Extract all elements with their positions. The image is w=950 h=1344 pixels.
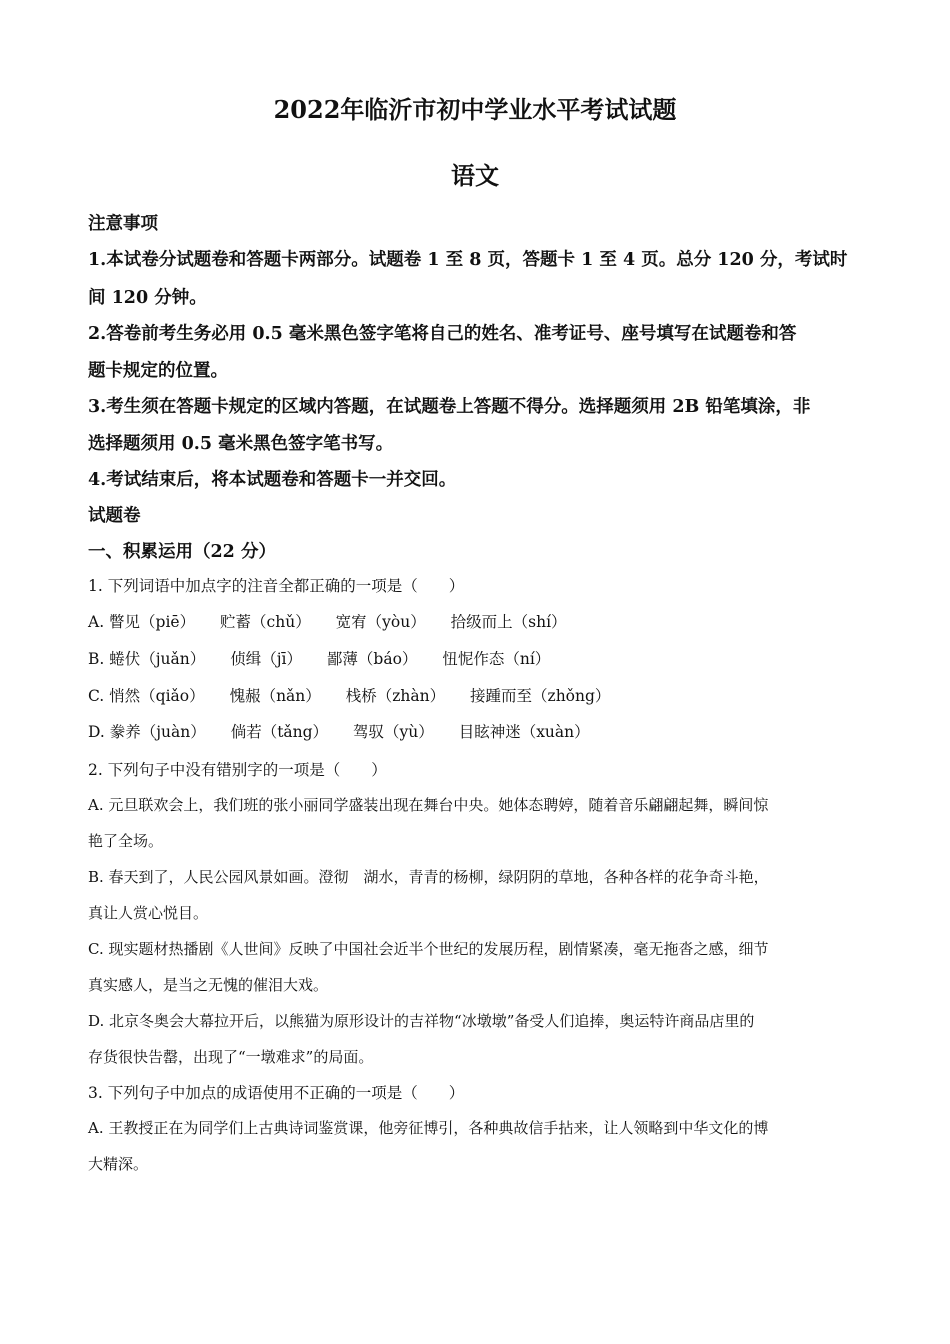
option-text: D. 豢养（juàn） xyxy=(88,723,206,741)
page-title: 2022年临沂市初中学业水平考试试题 xyxy=(273,95,677,124)
option-text: 宽宥（yòu） xyxy=(335,613,426,631)
question-option xyxy=(88,610,587,632)
subject-title: 语文 xyxy=(451,161,499,190)
notice-line: 间 120 分钟。 xyxy=(88,288,207,308)
notice-line: 4.考试结束后，将本试题卷和答题卡一并交回。 xyxy=(88,470,457,490)
question-text: 艳了全场。 xyxy=(88,832,164,850)
option-text: 侦缉（jī） xyxy=(230,650,302,668)
option-text: C. 悄然（qiǎo） xyxy=(88,687,205,705)
question-stem: 1. 下列词语中加点字的注音全都正确的一项是（ ） xyxy=(88,577,465,595)
option-text: B. 蜷伏（juǎn） xyxy=(88,650,206,668)
section-label: 试题卷 xyxy=(88,506,141,526)
notice-line: 1.本试卷分试题卷和答题卡两部分。试题卷 1 至 8 页，答题卡 1 至 4 页。总分 120 分，考试时 xyxy=(88,250,848,270)
option-text: 驾驭（yù） xyxy=(353,723,434,741)
question-text: C. 现实题材热播剧《人世间》反映了中国社会近半个世纪的发展历程，剧情紧凑，毫无拖沓之感，细节 xyxy=(88,940,769,958)
option-text: 鄙薄（báo） xyxy=(326,650,418,668)
option-text: 拾级而上（shí） xyxy=(450,613,567,631)
option-text: 愧赧（nǎn） xyxy=(229,687,321,705)
option-text: 目眩神迷（xuàn） xyxy=(458,723,590,741)
notice-line: 2.答卷前考生务必用 0.5 毫米黑色签字笔将自己的姓名、准考证号、座号填写在试题卷和答 xyxy=(88,324,797,344)
option-text: 接踵而至（zhǒng） xyxy=(470,687,611,705)
question-stem: 3. 下列句子中加点的成语使用不正确的一项是（ ） xyxy=(88,1084,465,1102)
question-option xyxy=(88,720,610,742)
option-text: A. 瞥见（piē） xyxy=(88,613,196,631)
question-stem: 2. 下列句子中没有错别字的一项是（ ） xyxy=(88,761,387,779)
option-text: 栈桥（zhàn） xyxy=(345,687,446,705)
option-text: 倘若（tǎng） xyxy=(230,723,329,741)
question-text: B. 春天到了，人民公园风景如画。澄彻 湖水，青青的杨柳，绿阴阴的草地，各种各样的花争奇斗艳， xyxy=(88,868,769,886)
question-text: A. 元旦联欢会上，我们班的张小丽同学盛装出现在舞台中央。她体态聘婷，随着音乐翩翩起舞，瞬间惊 xyxy=(88,796,769,814)
notice-line: 选择题须用 0.5 毫米黑色签字笔书写。 xyxy=(88,434,394,454)
question-text: 存货很快告罄，出现了“一墩难求”的局面。 xyxy=(88,1048,374,1066)
option-text: 贮蓄（chǔ） xyxy=(220,613,311,631)
question-text: A. 王教授正在为同学们上古典诗词鉴赏课，他旁征博引，各种典故信手拈来，让人领略到中华文化的博 xyxy=(88,1119,769,1137)
question-text: 真实感人，是当之无愧的催泪大戏。 xyxy=(88,976,329,994)
question-option xyxy=(88,684,630,706)
notice-heading: 注意事项 xyxy=(88,214,158,234)
question-text: D. 北京冬奥会大幕拉开后，以熊猫为原形设计的吉祥物“冰墩墩”备受人们追捧，奥运特许商品店里的 xyxy=(88,1012,755,1030)
option-text: 忸怩作态（ní） xyxy=(442,650,551,668)
question-option xyxy=(88,647,570,669)
question-text: 大精深。 xyxy=(88,1155,149,1173)
notice-line: 3.考生须在答题卡规定的区域内答题，在试题卷上答题不得分。选择题须用 2B 铅笔填涂，非 xyxy=(88,397,811,417)
part-heading: 一、积累运用（22 分） xyxy=(88,542,276,562)
notice-line: 题卡规定的位置。 xyxy=(88,361,228,381)
question-text: 真让人赏心悦目。 xyxy=(88,904,209,922)
